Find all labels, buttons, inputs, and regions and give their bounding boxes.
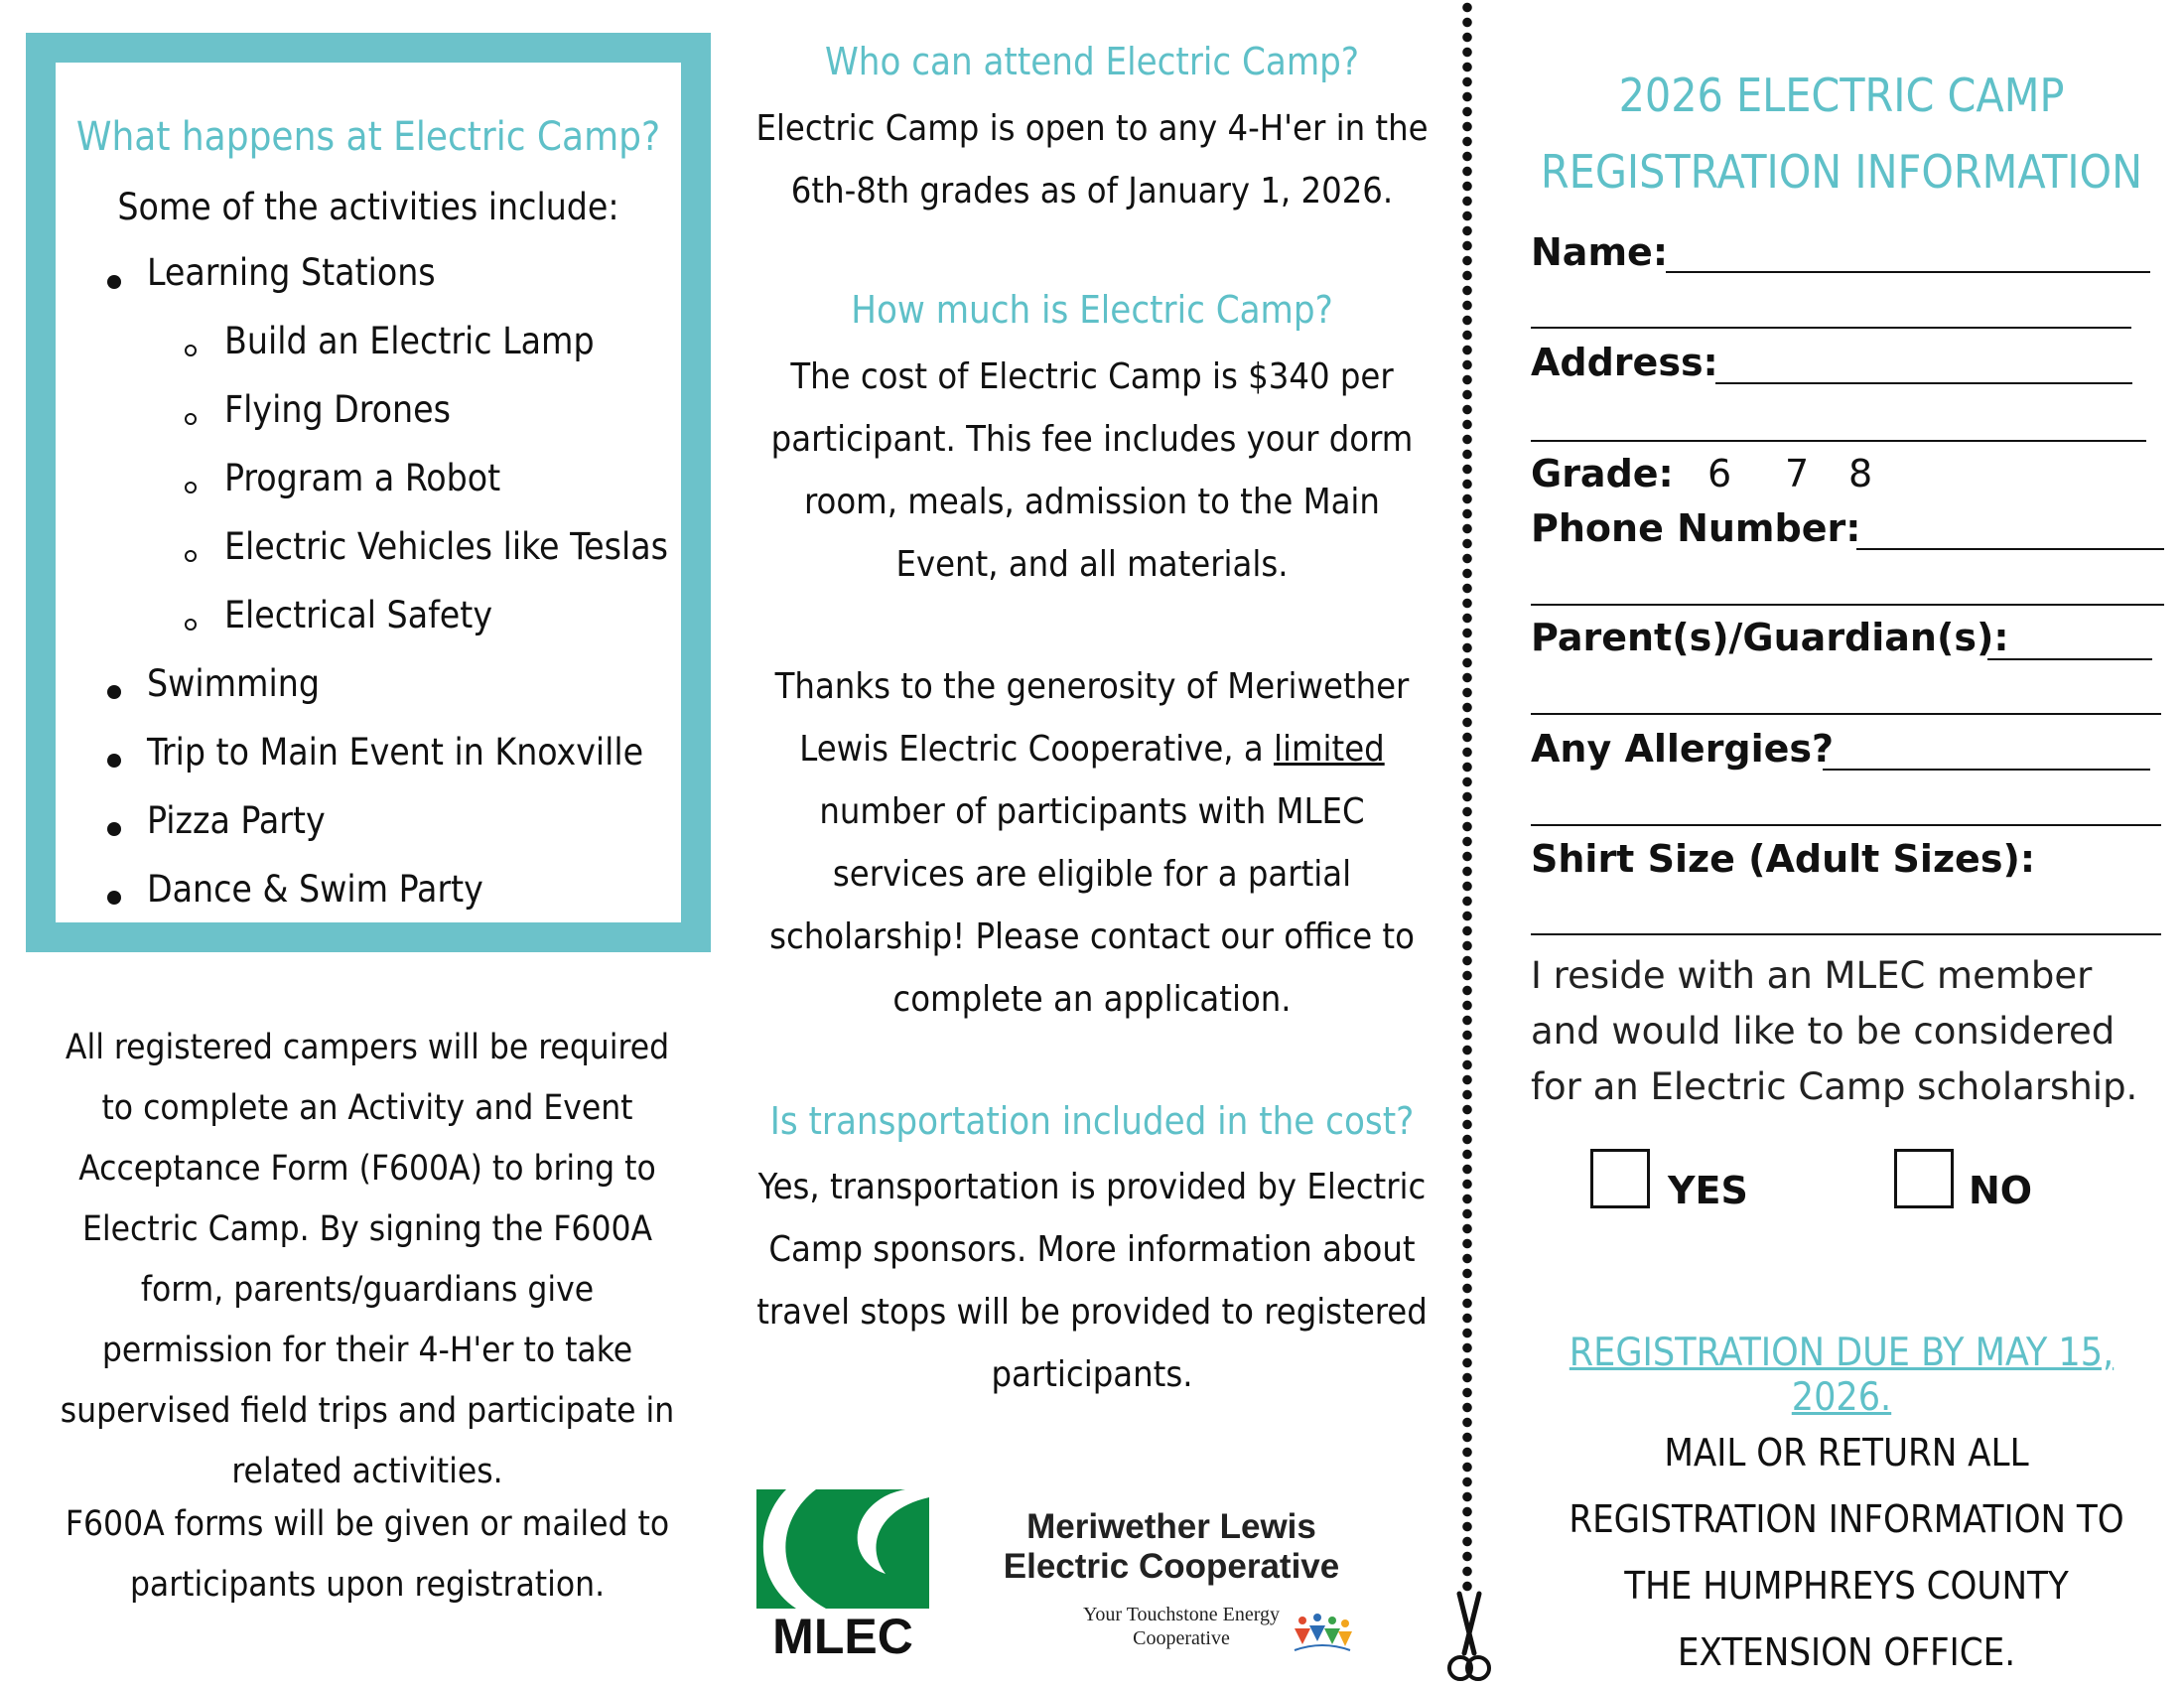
scissors-icon xyxy=(1444,1589,1494,1688)
yes-checkbox[interactable] xyxy=(1590,1149,1650,1208)
bullet-icon xyxy=(107,754,121,768)
cooperative-name xyxy=(953,1507,1390,1587)
scholarship-request-text: I reside with an MLEC member and would like to be considered for an Electric Camp scholarship. xyxy=(1531,954,2138,1108)
sub-bullet-icon xyxy=(185,413,197,425)
yes-label: YES xyxy=(1668,1169,1748,1212)
grade-label: Grade: xyxy=(1531,452,1674,495)
f600a-forms-text: F600A forms will be given or mailed to participants upon registration. xyxy=(65,1504,670,1605)
parent-guardian-label: Parent(s)/Guardian(s): xyxy=(1531,616,2009,659)
sub-bullet-icon xyxy=(185,619,197,631)
allergies-field[interactable] xyxy=(1823,769,2150,771)
sub-bullet-icon xyxy=(185,482,197,493)
activity-item: Learning Stations xyxy=(147,251,436,294)
scholarship-text-part1: Thanks to the generosity of Meriwether Lewis Electric Cooperative, a xyxy=(774,666,1410,770)
activity-item: Dance & Swim Party xyxy=(147,868,483,911)
activity-item: Pizza Party xyxy=(147,799,326,842)
bullet-icon xyxy=(107,822,121,836)
activity-item: Swimming xyxy=(147,662,320,705)
shirt-size-label: Shirt Size (Adult Sizes): xyxy=(1531,837,2036,881)
touchstone-people-icon xyxy=(1293,1611,1352,1654)
sub-bullet-icon xyxy=(185,550,197,562)
who-can-attend-heading: Who can attend Electric Camp? xyxy=(824,40,1360,83)
sub-bullet-icon xyxy=(185,345,197,356)
address-field-line2[interactable] xyxy=(1531,440,2146,442)
activities-subtitle: Some of the activities include: xyxy=(117,186,619,228)
grade-option-8[interactable]: 8 xyxy=(1848,452,1873,495)
cost-heading: How much is Electric Camp? xyxy=(851,288,1333,332)
scholarship-text xyxy=(754,655,1430,1031)
allergies-label: Any Allergies? xyxy=(1531,727,1835,771)
logo-abbr: MLEC xyxy=(772,1609,913,1658)
activity-subitem: Flying Drones xyxy=(224,388,451,431)
tagline-line1: Your Touchstone Energy xyxy=(1082,1604,1281,1625)
scholarship-text-part2: number of participants with MLEC services are eligible for a partial scholarship! Please contact our office to complete an application. xyxy=(769,791,1415,1020)
activity-subitem: Build an Electric Lamp xyxy=(224,320,595,362)
activity-item: Trip to Main Event in Knoxville xyxy=(147,731,644,774)
activity-subitem: Program a Robot xyxy=(224,457,501,499)
grade-option-7[interactable]: 7 xyxy=(1785,452,1810,495)
name-label: Name: xyxy=(1531,230,1669,274)
activities-title: What happens at Electric Camp? xyxy=(75,114,661,160)
parent-guardian-field-line2[interactable] xyxy=(1531,713,2161,715)
address-field[interactable] xyxy=(1715,382,2132,384)
mlec-logo xyxy=(756,1489,929,1658)
allergies-field-line2[interactable] xyxy=(1531,824,2161,826)
bullet-icon xyxy=(107,891,121,905)
shirt-size-field[interactable] xyxy=(1531,933,2161,935)
no-label: NO xyxy=(1969,1169,2033,1212)
name-field[interactable] xyxy=(1666,271,2150,273)
tagline-line2: Cooperative xyxy=(1133,1627,1230,1649)
phone-field-line2[interactable] xyxy=(1531,604,2164,606)
cut-line-divider xyxy=(1461,0,1473,1594)
bullet-icon xyxy=(107,275,121,289)
activity-subitem: Electrical Safety xyxy=(224,594,493,636)
bullet-icon xyxy=(107,685,121,699)
name-field-line2[interactable] xyxy=(1531,327,2131,329)
activity-subitem: Electric Vehicles like Teslas xyxy=(224,525,668,568)
cooperative-name-line2: Electric Cooperative xyxy=(1003,1547,1340,1586)
grade-option-6[interactable]: 6 xyxy=(1707,452,1732,495)
address-label: Address: xyxy=(1531,341,1718,384)
cost-text: The cost of Electric Camp is $340 per participant. This fee includes your dorm room, meals, admission to the Main Event, and all materials. xyxy=(770,356,1414,585)
who-can-attend-text: Electric Camp is open to any 4-H'er in the 6th-8th grades as of January 1, 2026. xyxy=(755,108,1429,211)
cooperative-name-line1: Meriwether Lewis xyxy=(1026,1507,1316,1546)
transportation-text: Yes, transportation is provided by Electric Camp sponsors. More information about travel stops will be provided to registered participants. xyxy=(756,1167,1428,1395)
f600a-requirement-text: All registered campers will be required to complete an Activity and Event Acceptance Form (F600A) to bring to Electric Camp. By signing the F600A form, parents/guardians give permission for their 4-H'er to take supervised field trips and participate in related activities. xyxy=(60,1028,675,1491)
parent-guardian-field[interactable] xyxy=(1987,658,2152,660)
grade-options xyxy=(1707,452,1872,495)
registration-title-line2: REGISTRATION INFORMATION xyxy=(1540,145,2143,199)
transportation-heading: Is transportation included in the cost? xyxy=(769,1099,1415,1143)
no-checkbox[interactable] xyxy=(1894,1149,1954,1208)
registration-title-line1: 2026 ELECTRIC CAMP xyxy=(1618,69,2065,122)
phone-field[interactable] xyxy=(1856,548,2164,550)
touchstone-tagline xyxy=(1032,1603,1330,1650)
limited-emphasis: limited xyxy=(1273,729,1385,770)
registration-due-date: REGISTRATION DUE BY MAY 15, 2026. xyxy=(1569,1331,2115,1420)
phone-label: Phone Number: xyxy=(1531,506,1861,550)
mail-instructions: MAIL OR RETURN ALL REGISTRATION INFORMATION TO THE HUMPHREYS COUNTY EXTENSION OFFICE. xyxy=(1569,1431,2124,1674)
registration-title xyxy=(1519,58,2164,211)
activities-box xyxy=(26,33,711,952)
